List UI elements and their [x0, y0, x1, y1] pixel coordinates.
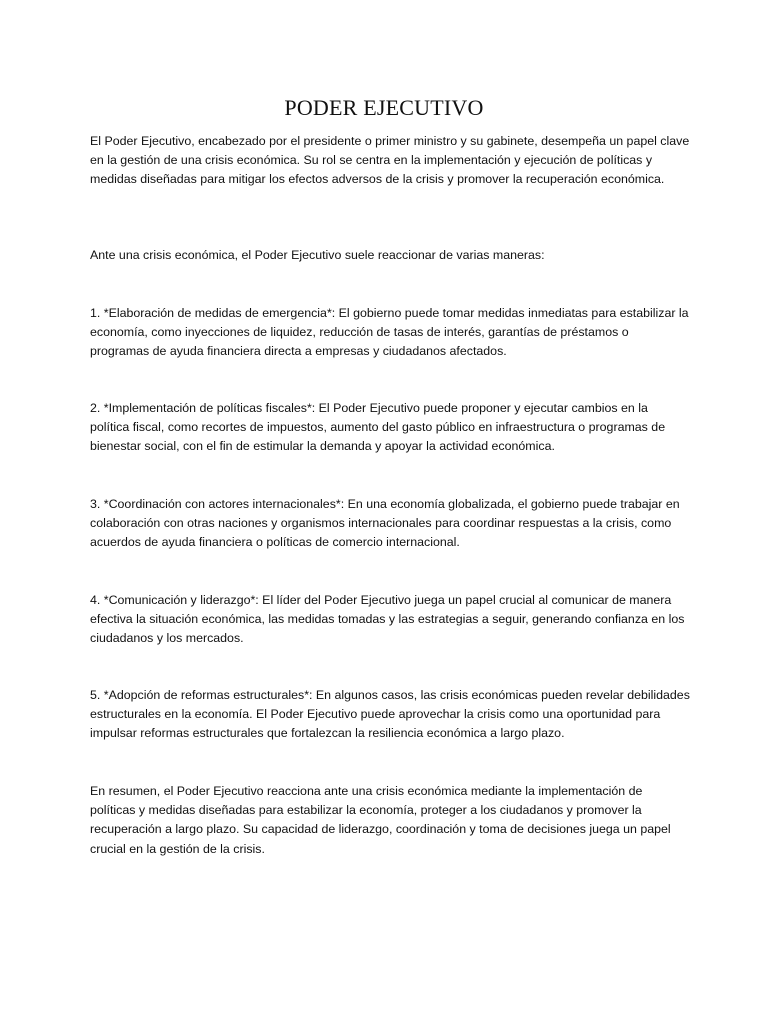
list-item: 5. *Adopción de reformas estructurales*: En algunos casos, las crisis económicas pueden revelar debilidades estructurales en la economía. El Poder Ejecutivo puede aprovechar la crisis como una oportunidad para impulsar reformas estructurales que fortalezcan la resiliencia económica a largo plazo. [90, 688, 690, 741]
document-title: PODER EJECUTIVO [284, 95, 484, 120]
list-item: 2. *Implementación de políticas fiscales*: El Poder Ejecutivo puede proponer y ejecutar cambios en la política fiscal, como recortes de impuestos, aumento del gasto público en infraestructura o programas de bienestar social, con el fin de estimular la demanda y apoyar la actividad económica. [90, 401, 666, 454]
list-item: 1. *Elaboración de medidas de emergencia*: El gobierno puede tomar medidas inmediatas para estabilizar la economía, como inyecciones de liquidez, reducción de tasas de interés, garantías de préstamos o programas de ayuda financiera directa a empresas y ciudadanos afectados. [90, 306, 689, 359]
lead-paragraph: Ante una crisis económica, el Poder Ejecutivo suele reaccionar de varias maneras: [90, 248, 545, 262]
summary-paragraph: En resumen, el Poder Ejecutivo reacciona ante una crisis económica mediante la implementación de políticas y medidas diseñadas para estabilizar la economía, proteger a los ciudadanos y promover la recuperación a largo plazo. Su capacidad de liderazgo, coordinación y toma de decisiones juega un papel crucial en la gestión de la crisis. [90, 784, 671, 856]
list-item: 3. *Coordinación con actores internacionales*: En una economía globalizada, el gobierno puede trabajar en colaboración con otras naciones y organismos internacionales para coordinar respuestas a la crisis, como acuerdos de ayuda financiera o políticas de comercio internacional. [90, 497, 680, 550]
list-item: 4. *Comunicación y liderazgo*: El líder del Poder Ejecutivo juega un papel crucial al comunicar de manera efectiva la situación económica, las medidas tomadas y las estrategias a seguir, generando confianza en los ciudadanos y los mercados. [90, 593, 685, 646]
intro-paragraph: El Poder Ejecutivo, encabezado por el presidente o primer ministro y su gabinete, desempeña un papel clave en la gestión de una crisis económica. Su rol se centra en la implementación y ejecución de políticas y medidas diseñadas para mitigar los efectos adversos de la crisis y promover la recuperación económica. [90, 134, 690, 187]
